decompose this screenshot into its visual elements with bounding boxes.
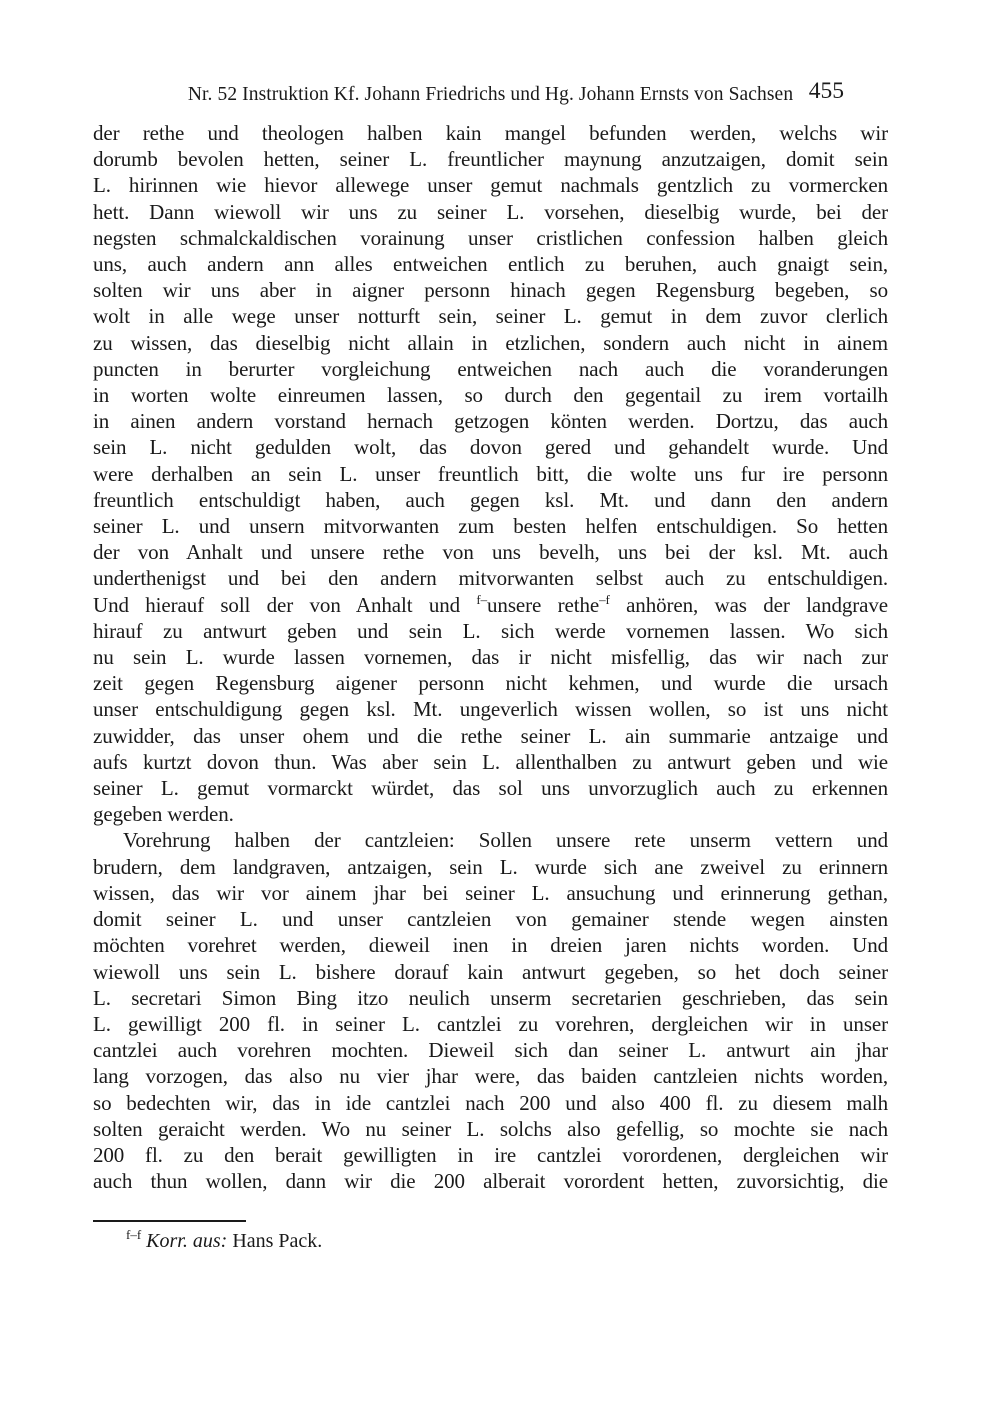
text-line: cantzlei auch vorehren mochten. Dieweil sich dan seiner L. antwurt ain jhar [93,1038,888,1063]
text-line: L. gewilligt 200 fl. in seiner L. cantzlei zu vorehren, dergleichen wir in unser [93,1011,888,1036]
page-header [93,78,888,106]
footnote-rule [93,1220,246,1222]
text-line: brudern, dem landgraven, antzaigen, sein L. wurde sich ane zweivel zu erinnern [93,854,888,879]
text-line: lang vorzogen, das also nu vier jhar were, das baiden cantzleien nichts worden, [93,1064,888,1089]
text-line: Vorehrung halben der cantzleien: Sollen unsere rete unserm vettern und [123,828,888,853]
text-line: zuwidder, das unser ohem und die rethe seiner L. ain summarie antzaige und [93,723,888,748]
text-line: uns, auch andern ann alles entweichen entlich zu beruhen, auch gnaigt sein, [93,252,888,277]
text-line: nu sein L. wurde lassen vornemen, das ir nicht misfellig, das wir nach zur [93,645,888,670]
editorial-sigla: f– [476,591,488,607]
text-line: domit seiner L. und unser cantzleien von gemainer stende wegen ainsten [93,907,888,932]
text-line: puncten in berurter vorgleichung entweichen nach auch die voranderungen [93,356,888,381]
text-line: Und hierauf soll der von Anhalt und $^{f-}$unsere rethe$^{-f}$ anhören, was der landgrave [93,591,888,617]
text-line: der von Anhalt und unsere rethe von uns bevelh, uns bei der ksl. Mt. auch [93,540,888,565]
text-line: hirauf zu antwurt geben und sein L. sich werde vornemen lassen. Wo sich [93,618,888,643]
text-line: 200 fl. zu den berait gewilligten in ire cantzlei vorordenen, dergleichen wir [93,1142,888,1167]
text-line: solten geraicht werden. Wo nu seiner L. solchs also gefellig, so mochte sie nach [93,1116,888,1141]
footnote-sigla: f–f [126,1227,142,1242]
page-number: 455 [808,78,844,104]
text-line: unser entschuldigung gegen ksl. Mt. ungeverlich wissen wollen, so ist uns nicht [93,697,888,722]
text-line: were derhalben an sein L. unser freuntlich bitt, die wolte uns fur ire personn [93,461,888,486]
text-line: seiner L. gemut vormarckt würdet, das sol uns unvorzuglich auch zu erkennen [93,776,888,801]
text-line: zeit gegen Regensburg aigener personn nicht kehmen, und wurde die ursach [93,671,888,696]
text-line: L. hirinnen wie hievor allewege unser gemut nachmals gentzlich zu vormercken [93,173,888,198]
text-line: dorumb bevolen hetten, seiner L. freuntlicher maynung anzutzaigen, domit sein [93,147,888,172]
text-line: seiner L. und unsern mitvorwanten zum besten helfen entschuldigen. So hetten [93,514,888,539]
text-line: aufs kurtzt dovon thun. Was aber sein L. allenthalben zu antwurt geben und wie [93,749,888,774]
running-head: Nr. 52 Instruktion Kf. Johann Friedrichs und Hg. Johann Ernsts von Sachsen [187,84,794,105]
text-line: underthenigst und bei den andern mitvorwanten selbst auch zu entschuldigen. [93,566,888,591]
text-line: hett. Dann wiewoll wir uns zu seiner L. vorsehen, dieselbig wurde, bei der [93,199,888,224]
text-line: wissen, das wir vor ainem jhar bei seiner L. ansuchung und erinnerung gethan, [93,880,888,905]
text-line: zu wissen, das dieselbig nicht allain in etzlichen, sondern auch nicht in ainem [93,330,888,355]
footnote-area [93,1220,888,1253]
text-line: wiewoll uns sein L. bishere dorauf kain antwurt gegeben, so het doch seiner [93,959,888,984]
editorial-sigla: –f [599,591,610,607]
footnote-text: Hans Pack. [232,1230,323,1252]
text-line: in worten wolte einreumen lassen, so durch den gegentail zu irem vortailh [93,383,888,408]
text-line: L. secretari Simon Bing itzo neulich unserm secretarien geschrieben, das sein [93,985,888,1010]
text-line: in ainen andern vorstand hernach getzogen könten werden. Dortzu, das auch [93,409,888,434]
text-line: gegeben werden. [93,802,234,827]
text-line: solten wir uns aber in aigner personn hinach gegen Regensburg begeben, so [93,278,888,303]
text-line: auch thun wollen, dann wir die 200 alberait vorordent hetten, zuvorsichtig, die [93,1169,888,1194]
text-line: freuntlich entschuldigt haben, auch gegen ksl. Mt. und dann den andern [93,487,888,512]
text-line: negsten schmalckaldischen vorainung unser cristlichen confession halben gleich [93,225,888,250]
body-text [93,120,888,1194]
text-line: der rethe und theologen halben kain mangel befunden werden, welchs wir [93,121,888,145]
text-line: sein L. nicht gedulden wolt, das dovon gered und gehandelt wurde. Und [93,435,888,460]
footnote-label: Korr. aus: [146,1230,228,1252]
footnote [93,1229,888,1253]
text-line: so bedechten wir, das in ide cantzlei nach 200 und also 400 fl. zu diesem malh [93,1090,888,1115]
text-line: möchten vorehret werden, dieweil inen in dreien jaren nichts worden. Und [93,933,888,958]
text-line: wolt in alle wege unser notturft sein, seiner L. gemut in dem zuvor clerlich [93,304,888,329]
